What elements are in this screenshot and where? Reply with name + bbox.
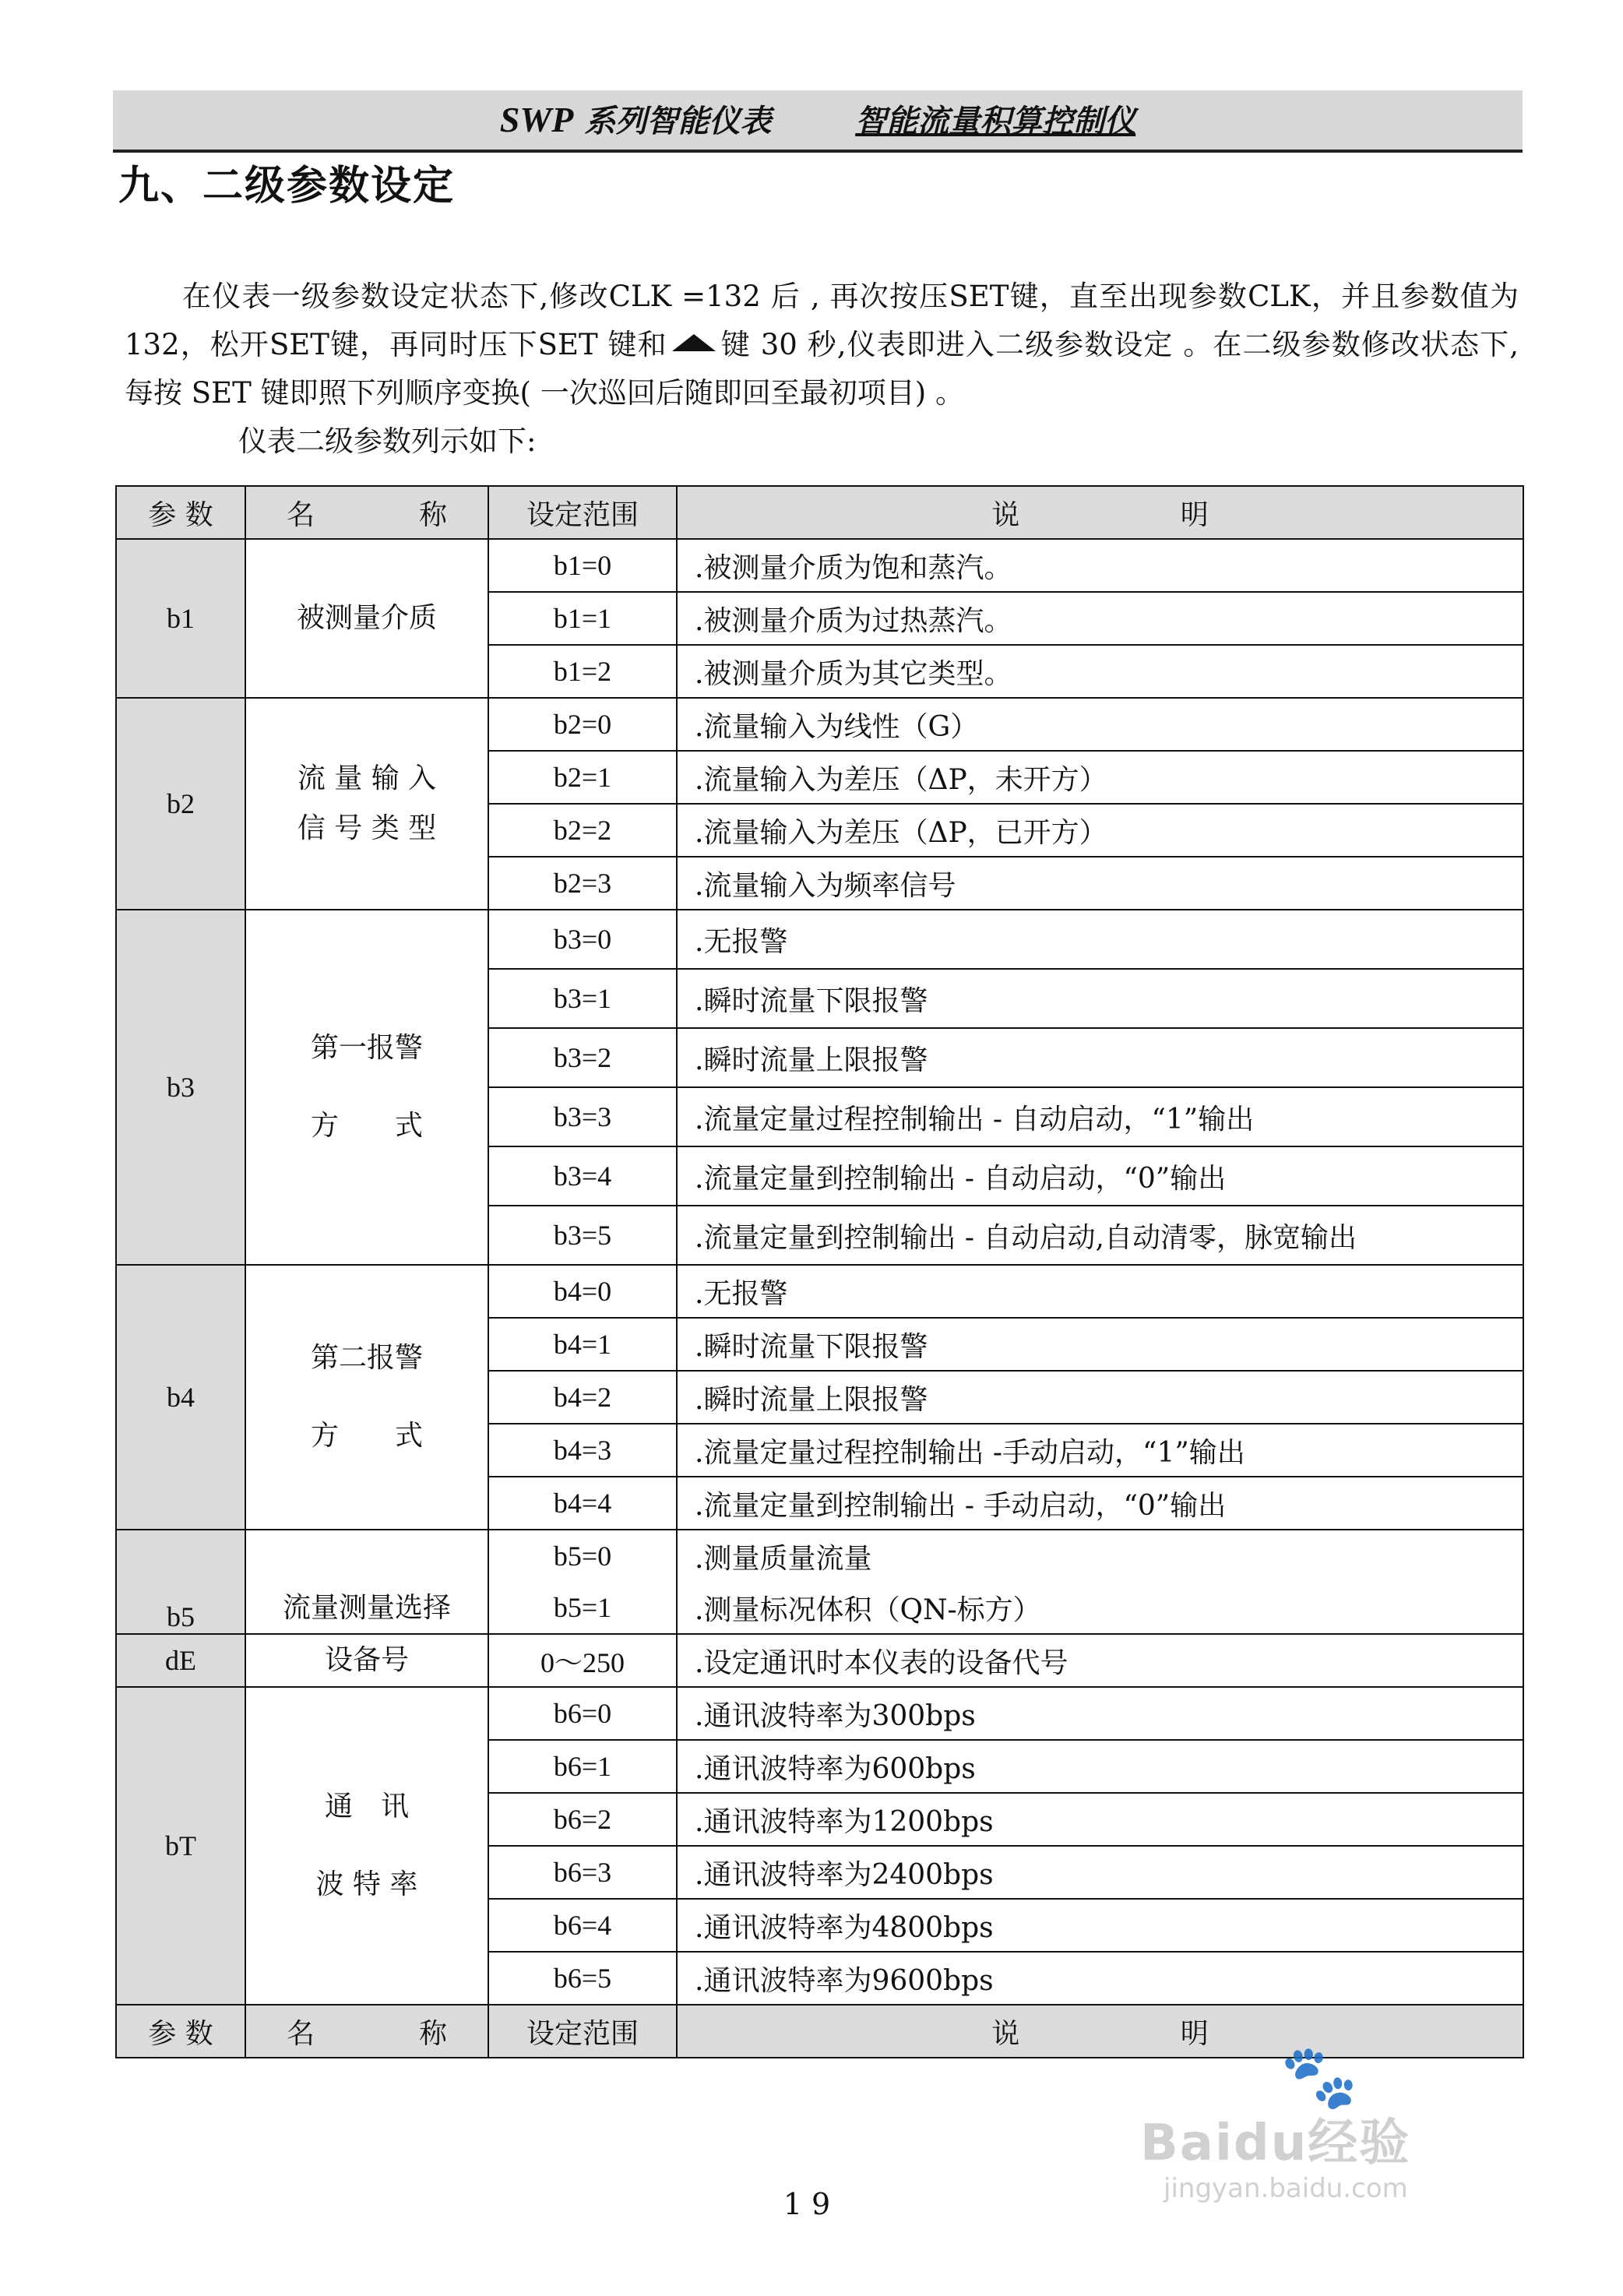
parameter-table bbox=[115, 485, 1524, 2058]
param-name-line: 信 号 类 型 bbox=[297, 812, 437, 844]
param-name-line: 方 式 bbox=[310, 1110, 423, 1142]
setting-range: b4=0 bbox=[488, 1265, 677, 1318]
setting-description: .瞬时流量上限报警 bbox=[677, 1371, 1523, 1424]
paw-icon: 🐾 bbox=[1280, 2041, 1358, 2113]
setting-description: .测量质量流量 bbox=[677, 1530, 1523, 1582]
footer-range: 设定范围 bbox=[488, 2005, 677, 2058]
setting-range: b2=2 bbox=[488, 804, 677, 857]
setting-description: .通讯波特率为2400bps bbox=[677, 1846, 1523, 1899]
setting-description: .被测量介质为其它类型。 bbox=[677, 645, 1523, 698]
setting-description: .流量定量过程控制输出 - 自动启动，“1”输出 bbox=[677, 1087, 1523, 1146]
param-name bbox=[245, 698, 488, 910]
param-name bbox=[245, 1265, 488, 1530]
param-code: b2 bbox=[116, 698, 245, 910]
intro-para1-b: 键 30 秒,仪表即进入二级参数设定 。在二级参数修改状态下, 每按 SET 键即照下列顺序变换( 一次巡回后随即回至最初项目) 。 bbox=[125, 328, 1519, 410]
setting-range: b3=3 bbox=[488, 1087, 677, 1146]
intro-para2: 仪表二级参数列示如下: bbox=[238, 424, 537, 458]
param-name bbox=[245, 539, 488, 698]
setting-range: b1=2 bbox=[488, 645, 677, 698]
table-row bbox=[116, 1265, 1523, 1318]
param-name-line: 设备号 bbox=[324, 1644, 409, 1676]
setting-description: .瞬时流量上限报警 bbox=[677, 1028, 1523, 1087]
param-code: dE bbox=[116, 1634, 245, 1687]
setting-description: .被测量介质为过热蒸汽。 bbox=[677, 592, 1523, 645]
setting-description: .瞬时流量下限报警 bbox=[677, 1318, 1523, 1371]
setting-description: .流量定量到控制输出 - 手动启动，“0”输出 bbox=[677, 1477, 1523, 1530]
setting-range: b2=3 bbox=[488, 857, 677, 910]
setting-range: b6=4 bbox=[488, 1899, 677, 1952]
table-row bbox=[116, 539, 1523, 592]
param-name-line: 第一报警 bbox=[310, 1032, 423, 1064]
section-title: 九、二级参数设定 bbox=[118, 163, 456, 210]
setting-range: b2=0 bbox=[488, 698, 677, 751]
up-key-icon bbox=[672, 334, 716, 351]
setting-range: b6=2 bbox=[488, 1793, 677, 1846]
footer-param: 参 数 bbox=[116, 2005, 245, 2058]
setting-description: .流量输入为频率信号 bbox=[677, 857, 1523, 910]
setting-description: .通讯波特率为4800bps bbox=[677, 1899, 1523, 1952]
setting-description: .通讯波特率为1200bps bbox=[677, 1793, 1523, 1846]
setting-range: b6=3 bbox=[488, 1846, 677, 1899]
param-name-line: 流 量 输 入 bbox=[297, 762, 437, 794]
setting-range: b3=2 bbox=[488, 1028, 677, 1087]
param-name-line: 流量测量选择 bbox=[282, 1592, 451, 1624]
param-name-line: 通 讯 bbox=[324, 1791, 409, 1822]
setting-description: .流量定量到控制输出 - 自动启动,自动清零，脉宽输出 bbox=[677, 1206, 1523, 1265]
table-row bbox=[116, 1530, 1523, 1582]
param-name bbox=[245, 1687, 488, 2005]
setting-description: .通讯波特率为300bps bbox=[677, 1687, 1523, 1740]
param-name-line: 波 特 率 bbox=[315, 1868, 418, 1900]
table-row bbox=[116, 1634, 1523, 1687]
setting-description: .瞬时流量下限报警 bbox=[677, 969, 1523, 1028]
setting-range: b4=2 bbox=[488, 1371, 677, 1424]
param-code: bT bbox=[116, 1687, 245, 2005]
watermark-url: jingyan.baidu.com bbox=[1164, 2173, 1408, 2204]
table-row bbox=[116, 1687, 1523, 1740]
setting-range: b1=1 bbox=[488, 592, 677, 645]
header-product: 智能流量积算控制仪 bbox=[855, 104, 1136, 139]
setting-range: b5=1 bbox=[488, 1582, 677, 1634]
setting-range: 0～250 bbox=[488, 1634, 677, 1687]
param-code: b3 bbox=[116, 910, 245, 1265]
setting-description: .测量标况体积（QN-标方） bbox=[677, 1582, 1523, 1634]
table-row bbox=[116, 910, 1523, 969]
setting-range: b4=3 bbox=[488, 1424, 677, 1477]
param-code: b4 bbox=[116, 1265, 245, 1530]
param-name-line: 第二报警 bbox=[310, 1342, 423, 1374]
setting-description: .流量输入为线性（G） bbox=[677, 698, 1523, 751]
setting-range: b3=0 bbox=[488, 910, 677, 969]
setting-range: b5=0 bbox=[488, 1530, 677, 1582]
header-brand: SWP bbox=[499, 100, 574, 139]
param-code: b1 bbox=[116, 539, 245, 698]
setting-description: .被测量介质为饱和蒸汽。 bbox=[677, 539, 1523, 592]
watermark-brand: Baidu经验 bbox=[1140, 2115, 1411, 2172]
footer-name: 名 称 bbox=[245, 2005, 488, 2058]
setting-range: b2=1 bbox=[488, 751, 677, 804]
setting-description: .流量定量到控制输出 - 自动启动，“0”输出 bbox=[677, 1146, 1523, 1206]
setting-range: b3=5 bbox=[488, 1206, 677, 1265]
setting-range: b1=0 bbox=[488, 539, 677, 592]
watermark bbox=[1140, 2041, 1545, 2204]
intro-para1-a: 在仪表一级参数设定状态下,修改CLK =132 后 , 再次按压SET键，直至出现参数CLK，并且参数值为132，松开SET键，再同时压下SET 键和 bbox=[125, 280, 1519, 361]
setting-range: b4=4 bbox=[488, 1477, 677, 1530]
setting-description: .流量定量过程控制输出 -手动启动，“1”输出 bbox=[677, 1424, 1523, 1477]
intro-text bbox=[125, 273, 1519, 466]
setting-description: .流量输入为差压（ΔP，已开方） bbox=[677, 804, 1523, 857]
header-param: 参 数 bbox=[116, 486, 245, 539]
setting-description: .无报警 bbox=[677, 1265, 1523, 1318]
header-name: 名 称 bbox=[245, 486, 488, 539]
setting-range: b4=1 bbox=[488, 1318, 677, 1371]
setting-description: .流量输入为差压（ΔP，未开方） bbox=[677, 751, 1523, 804]
setting-range: b6=1 bbox=[488, 1740, 677, 1793]
page-number: 19 bbox=[783, 2187, 840, 2221]
setting-description: .通讯波特率为600bps bbox=[677, 1740, 1523, 1793]
table-row bbox=[116, 698, 1523, 751]
setting-description: .通讯波特率为9600bps bbox=[677, 1952, 1523, 2005]
param-name-line: 方 式 bbox=[310, 1420, 423, 1452]
param-name bbox=[245, 1634, 488, 1687]
table-header-row bbox=[116, 486, 1523, 539]
header-desc: 说 明 bbox=[677, 486, 1523, 539]
footer-desc: 说 明 bbox=[677, 2005, 1523, 2058]
setting-range: b3=1 bbox=[488, 969, 677, 1028]
setting-range: b3=4 bbox=[488, 1146, 677, 1206]
setting-range: b6=5 bbox=[488, 1952, 677, 2005]
setting-description: .无报警 bbox=[677, 910, 1523, 969]
param-name bbox=[245, 1530, 488, 1634]
setting-description: .设定通讯时本仪表的设备代号 bbox=[677, 1634, 1523, 1687]
page-header bbox=[113, 90, 1523, 153]
setting-range: b6=0 bbox=[488, 1687, 677, 1740]
header-series: 系列智能仪表 bbox=[584, 104, 772, 139]
param-code: b5 bbox=[116, 1530, 245, 1634]
param-name bbox=[245, 910, 488, 1265]
param-name-line: 被测量介质 bbox=[296, 602, 437, 634]
header-range: 设定范围 bbox=[488, 486, 677, 539]
